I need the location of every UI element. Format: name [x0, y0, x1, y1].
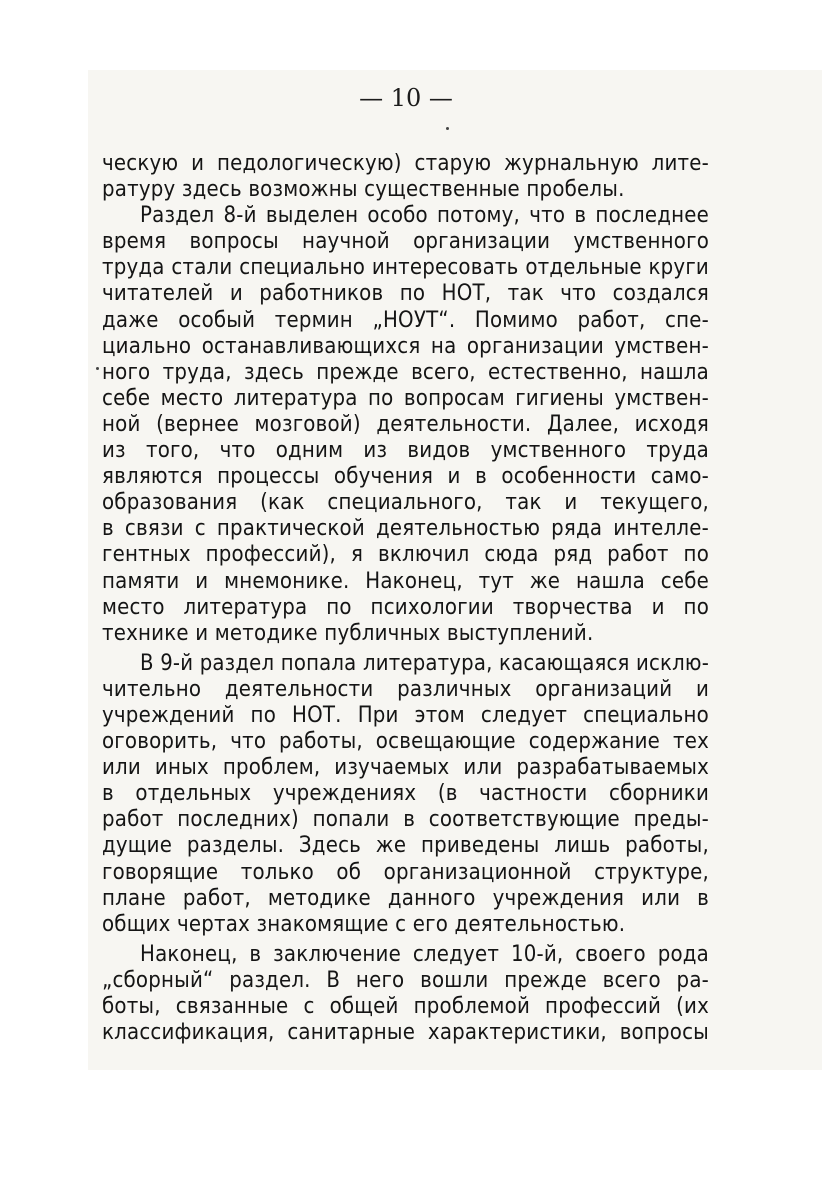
- text-line: читателей и работников по НОТ, так что создался: [102, 281, 709, 307]
- text-line: в отдельных учреждениях (в частности сборники: [102, 781, 709, 807]
- text-line: труда стали специально интересовать отдельные круги: [102, 255, 709, 281]
- text-line: или иных проблем, изучаемых или разрабатываемых: [102, 755, 709, 781]
- text-line: являются процессы обучения и в особенности само-: [102, 464, 709, 490]
- text-line: ного труда, здесь прежде всего, естественно, нашла: [102, 359, 709, 385]
- text-line: даже особый термин „НОУТ“. Помимо работ, спе-: [102, 307, 709, 333]
- text-line: гентных профессий), я включил сюда ряд работ по: [102, 542, 709, 568]
- text-line: памяти и мнемонике. Наконец, тут же нашла себе: [102, 568, 709, 594]
- text-line: классификация, санитарные характеристики, вопросы: [102, 1020, 709, 1046]
- text-line: в связи с практической деятельностью ряда интелле-: [102, 516, 709, 542]
- page-number: — 10 —: [359, 84, 453, 112]
- text-line: себе место литература по вопросам гигиены умствен-: [102, 385, 709, 411]
- text-line: технике и методике публичных выступлений.: [102, 620, 594, 646]
- ink-speck: [446, 127, 449, 130]
- ink-speck: [96, 367, 99, 370]
- text-line: образования (как специального, так и текущего,: [102, 490, 709, 516]
- text-line: Наконец, в заключение следует 10-й, своего рода: [140, 941, 709, 967]
- text-line: „сборный“ раздел. В него вошли прежде всего ра-: [102, 967, 709, 993]
- text-line: боты, связанные с общей проблемой профессий (их: [102, 994, 709, 1019]
- text-line: дущие разделы. Здесь же приведены лишь работы,: [102, 833, 709, 859]
- text-line: чительно деятельности различных организаций и: [102, 676, 709, 702]
- text-line: Раздел 8-й выделен особо потому, что в последнее: [140, 203, 709, 229]
- body-text: [102, 151, 709, 1046]
- text-line: из того, что одним из видов умственного труда: [102, 438, 709, 464]
- text-line: ной (вернее мозговой) деятельности. Далее, исходя: [102, 411, 709, 437]
- text-line: ческую и педологическую) старую журнальную лите-: [102, 151, 709, 176]
- text-line: работ последних) попали в соответствующие преды-: [102, 807, 709, 833]
- text-line: место литература по психологии творчества и по: [102, 594, 709, 620]
- text-line: время вопросы научной организации умственного: [102, 229, 709, 255]
- text-line: общих чертах знакомящие с его деятельностью.: [102, 911, 626, 937]
- text-line: циально останавливающихся на организации умствен-: [102, 333, 709, 359]
- text-line: оговорить, что работы, освещающие содержание тех: [102, 729, 709, 755]
- text-line: ратуру здесь возможны существенные пробелы.: [102, 177, 625, 203]
- text-line: говорящие только об организационной структуре,: [102, 859, 709, 885]
- text-line: плане работ, методике данного учреждения или в: [102, 885, 709, 911]
- text-line: учреждений по НОТ. При этом следует специально: [102, 702, 709, 728]
- text-line: В 9-й раздел попала литература, касающаяся исклю-: [140, 650, 709, 676]
